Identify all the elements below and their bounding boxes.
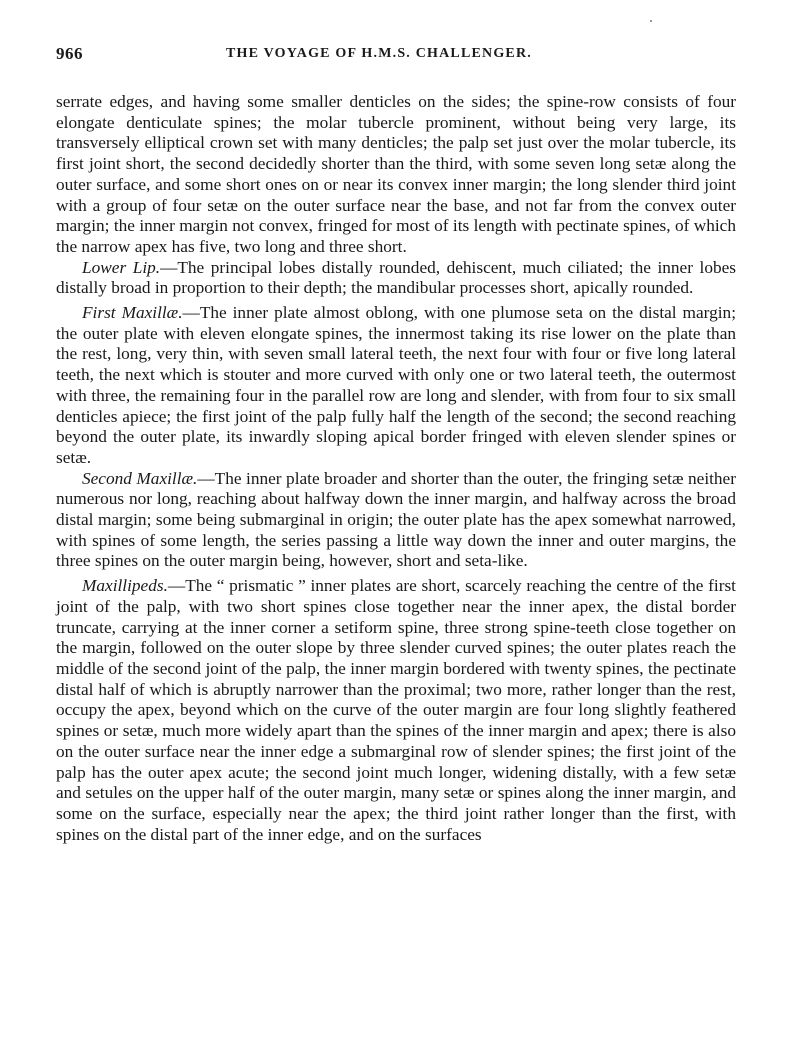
paragraph-text: —The “ prismatic ” inner plates are short, scarcely reaching the centre of the first joint of the palp, with two short spines close together near the inner apex, the distal border truncate, carrying at the inner corner a setiform spine, three strong spine-teeth close together on the margin, followed on the outer slope by three slender curved spines; the outer plates reach the middle of the second joint of the palp, the inner margin bordered with twenty spines, the pectinate distal half of which is abruptly narrower than the proximal; two more, rather longer than the rest, occupy the apex, beyond which on the curve of the outer margin are four long slightly feathered spines or setæ, much more widely apart than the spines of the inner margin and apex; there is also on the outer surface near the inner edge a submarginal row of slender spines; the first joint of the palp has the outer apex acute; the second joint much longer, widening distally, with a few setæ and setules on the upper half of the outer margin, many setæ or spines along the inner margin, and some on the surface, especially near the apex; the third joint rather longer than the first, with spines on the distal part of the inner edge, and on the surfaces xyxy=(56,576,736,844)
section-heading-lower-lip: Lower Lip. xyxy=(82,257,161,277)
section-heading-maxillipeds: Maxillipeds. xyxy=(82,576,168,596)
page-header xyxy=(56,44,732,70)
paragraph-maxillipeds xyxy=(56,576,736,845)
running-title: THE VOYAGE OF H.M.S. CHALLENGER. xyxy=(226,46,532,61)
paragraph-text: —The principal lobes distally rounded, dehiscent, much ciliated; the inner lobes distally broad in proportion to their depth; the mandibular processes short, apically rounded. xyxy=(56,257,736,298)
section-heading-second-maxillae: Second Maxillæ. xyxy=(82,468,198,488)
paragraph-text: —The inner plate broader and shorter than the outer, the fringing setæ neither numerous nor long, reaching about halfway down the inner margin, and halfway across the broad distal margin; some being submarginal in origin; the outer plate has the apex somewhat narrowed, with spines of some length, the series passing a little way down the inner and outer margins, the three spines on the outer margin being, however, short and seta-like. xyxy=(56,468,736,571)
paragraph-first-maxillae xyxy=(56,303,736,469)
paragraph-text: serrate edges, and having some smaller denticles on the sides; the spine-row consists of four elongate denticulate spines; the molar tubercle prominent, without being very large, its transversely elliptical crown set with many denticles; the palp set just over the molar tubercle, its first joint short, the second decidedly shorter than the third, with some seven long setæ along the outer surface, and some short ones on or near its convex inner margin; the long slender third joint with a group of four setæ on the outer surface near the base, and not far from the convex outer margin; the inner margin not convex, fringed for most of its length with pectinate spines, of which the narrow apex has five, two long and three short. xyxy=(56,92,736,256)
paragraph-text: —The inner plate almost oblong, with one plumose seta on the distal margin; the outer plate with eleven elongate spines, the innermost taking its rise lower on the plate than the rest, long, very thin, with seven small lateral teeth, the next four with four or five long lateral teeth, the next which is stouter and more curved with only one or two lateral teeth, the outermost with three, the remaining four in the parallel row are long and slender, with from four to six small denticles apiece; the first joint of the palp fully half the length of the second; the second reaching beyond the outer plate, its inwardly sloping apical border fringed with eleven slender spines or setæ. xyxy=(56,303,736,467)
paragraph-mandible-continued xyxy=(56,92,736,258)
page-number: 966 xyxy=(56,44,83,63)
paragraph-lower-lip xyxy=(56,258,736,299)
page-speck xyxy=(650,20,652,22)
section-heading-first-maxillae: First Maxillæ. xyxy=(82,303,183,323)
paragraph-second-maxillae xyxy=(56,469,736,573)
body-text xyxy=(56,92,736,845)
